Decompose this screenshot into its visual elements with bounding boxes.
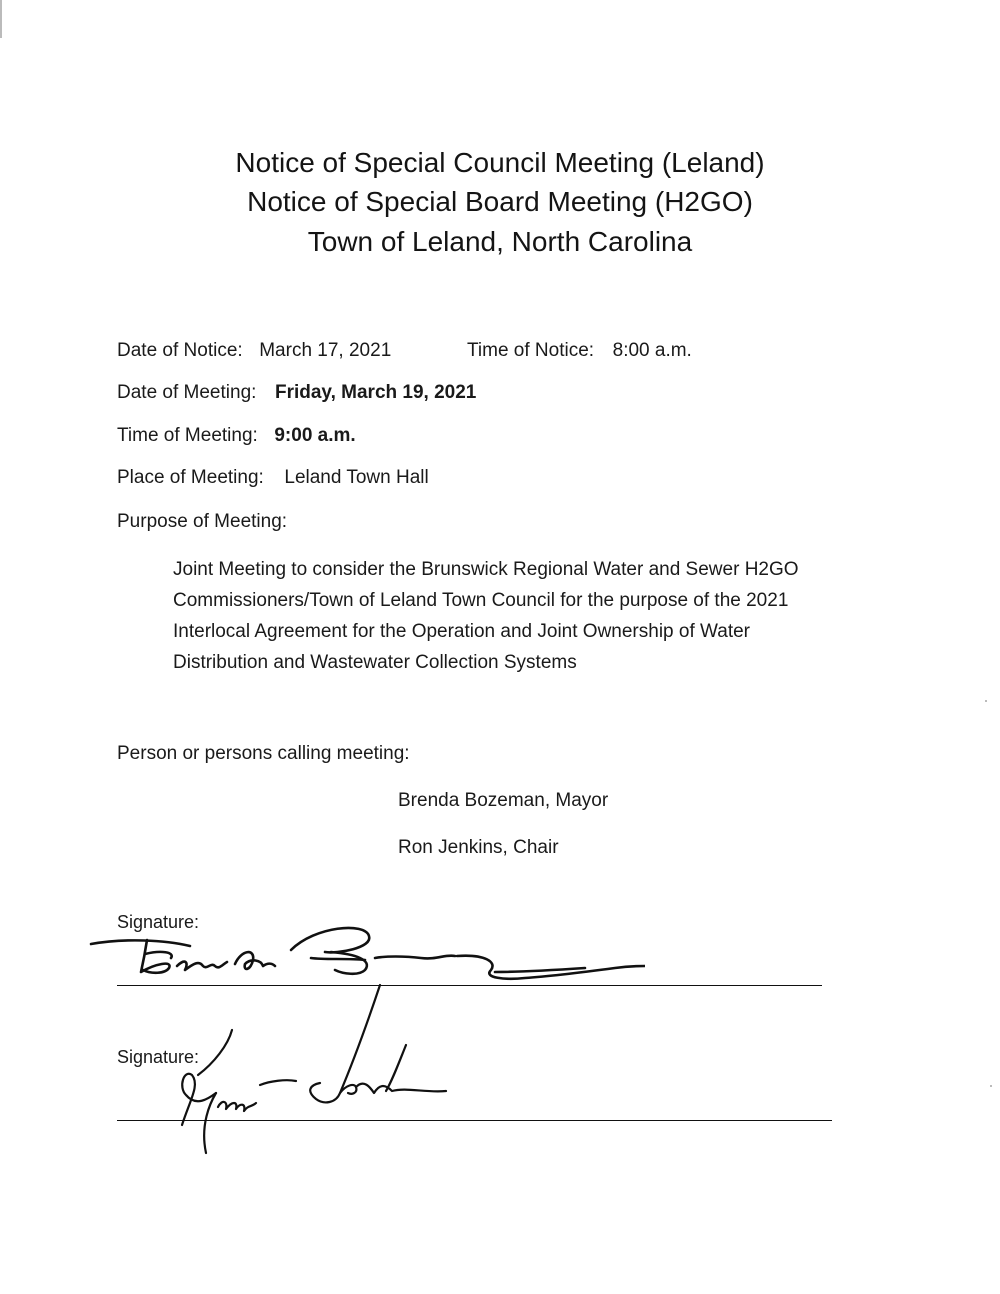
purpose-label: Purpose of Meeting:	[117, 511, 288, 532]
caller-mayor: Brenda Bozeman, Mayor	[398, 790, 609, 811]
meeting-time-value: 9:00 a.m.	[274, 425, 356, 446]
scan-speck	[985, 700, 987, 702]
meeting-place-row	[117, 466, 429, 490]
meeting-place-value: Leland Town Hall	[284, 467, 429, 488]
purpose-paragraph	[173, 554, 873, 678]
signature-label-1: Signature:	[117, 912, 200, 932]
purpose-line: Distribution and Wastewater Collection Systems	[173, 652, 577, 673]
caller-chair: Ron Jenkins, Chair	[398, 837, 559, 858]
meeting-time-row	[117, 424, 356, 448]
scan-speck	[990, 1085, 992, 1087]
title-line-3: Town of Leland, North Carolina	[307, 226, 693, 257]
scan-edge-mark	[0, 0, 2, 38]
notice-date-label: Date of Notice:	[117, 340, 243, 361]
purpose-line: Joint Meeting to consider the Brunswick Regional Water and Sewer H2GO	[173, 559, 799, 580]
meeting-date-row	[117, 381, 476, 405]
meeting-time-label: Time of Meeting:	[117, 425, 258, 446]
meeting-date-value: Friday, March 19, 2021	[274, 382, 477, 403]
meeting-date-label: Date of Meeting:	[117, 382, 257, 403]
purpose-line: Interlocal Agreement for the Operation and Joint Ownership of Water	[173, 621, 750, 642]
callers-label: Person or persons calling meeting:	[117, 743, 410, 764]
notice-time-row	[467, 339, 692, 363]
meeting-place-label: Place of Meeting:	[117, 467, 264, 488]
title-line-1: Notice of Special Council Meeting (Leland)	[235, 147, 765, 178]
title-line-2: Notice of Special Board Meeting (H2GO)	[247, 186, 753, 217]
notice-date-row	[117, 339, 391, 363]
notice-time-value: 8:00 a.m.	[612, 340, 692, 361]
purpose-line: Commissioners/Town of Leland Town Council for the purpose of the 2021	[173, 590, 789, 611]
notice-time-label: Time of Notice:	[467, 340, 595, 361]
notice-date-value: March 17, 2021	[259, 340, 392, 361]
signature-label-2: Signature:	[117, 1047, 200, 1067]
signature-image-ron-jenkins	[160, 975, 450, 1160]
